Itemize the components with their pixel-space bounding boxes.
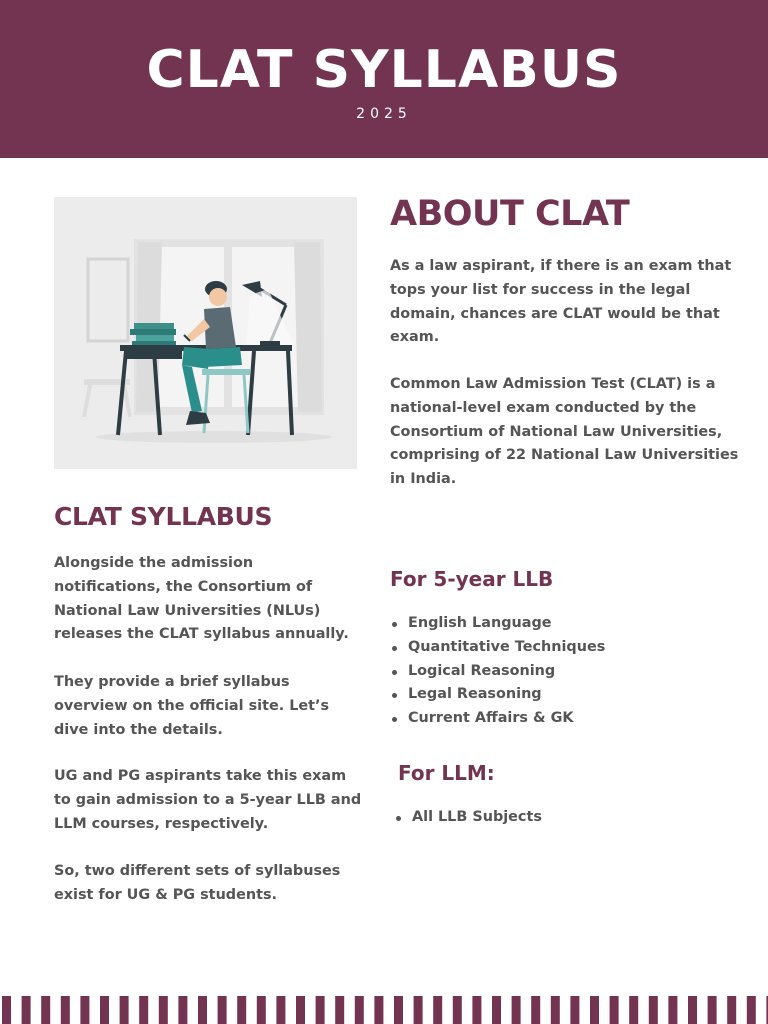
footer-stripe [178, 996, 187, 1024]
footer-stripe [668, 996, 677, 1024]
footer-stripe [276, 996, 285, 1024]
header-banner [0, 0, 768, 158]
footer-stripe [80, 996, 89, 1024]
footer-stripe [610, 996, 619, 1024]
syllabus-paragraph: They provide a brief syllabus overview on the official site. Let’s dive into the details. [54, 674, 330, 738]
footer-stripe [355, 996, 364, 1024]
footer-stripe [2, 996, 11, 1024]
list-item: Current Affairs & GK [390, 707, 605, 731]
page-year: 2025 [356, 106, 412, 122]
syllabus-paragraph: UG and PG aspirants take this exam to gain admission to a 5-year LLB and LLM courses, respectively. [54, 768, 362, 832]
person-studying-at-desk-illustration [54, 197, 357, 469]
footer-stripe [414, 996, 423, 1024]
footer-stripe [453, 996, 462, 1024]
footer-stripe [492, 996, 501, 1024]
footer-stripe [512, 996, 521, 1024]
footer-stripe [590, 996, 599, 1024]
footer-stripe [335, 996, 344, 1024]
llm-heading: For LLM: [398, 761, 495, 785]
about-paragraph: Common Law Admission Test (CLAT) is a national-level exam conducted by the Consortium of National Law Universities, comprising of 22 National Law Universities in India. [390, 376, 739, 488]
footer-stripe [257, 996, 266, 1024]
list-item: English Language [390, 612, 605, 636]
footer-stripe [708, 996, 717, 1024]
footer-stripe [22, 996, 31, 1024]
llm-subject-list [394, 806, 542, 830]
footer-stripe [394, 996, 403, 1024]
about-paragraph: As a law aspirant, if there is an exam that tops your list for success in the legal domain, chances are CLAT would be that exam. [390, 258, 732, 346]
page-title: CLAT SYLLABUS [146, 40, 622, 100]
footer-stripe [100, 996, 109, 1024]
list-item: Quantitative Techniques [390, 636, 605, 660]
footer-stripe [433, 996, 442, 1024]
footer-stripe [237, 996, 246, 1024]
footer-stripe [531, 996, 540, 1024]
footer-stripe [374, 996, 383, 1024]
footer-stripe [649, 996, 658, 1024]
footer-stripe [41, 996, 50, 1024]
footer-stripe [296, 996, 305, 1024]
syllabus-paragraph: So, two different sets of syllabuses exist for UG & PG students. [54, 863, 341, 903]
llb-subject-list [390, 612, 605, 731]
footer-stripe [218, 996, 227, 1024]
footer-stripe [139, 996, 148, 1024]
footer-stripe [198, 996, 207, 1024]
list-item: Logical Reasoning [390, 660, 605, 684]
footer-stripe [688, 996, 697, 1024]
footer-stripe [551, 996, 560, 1024]
llb-heading: For 5-year LLB [390, 567, 554, 591]
footer-stripe [120, 996, 129, 1024]
footer-stripe [727, 996, 736, 1024]
syllabus-heading: CLAT SYLLABUS [54, 502, 273, 531]
footer-stripe [316, 996, 325, 1024]
footer-stripe [570, 996, 579, 1024]
footer-stripe [747, 996, 756, 1024]
list-item: Legal Reasoning [390, 683, 605, 707]
about-heading: ABOUT CLAT [390, 194, 630, 234]
list-item: All LLB Subjects [394, 806, 542, 830]
striped-footer-border [0, 996, 768, 1024]
footer-stripe [472, 996, 481, 1024]
footer-stripe [629, 996, 638, 1024]
footer-stripe [159, 996, 168, 1024]
footer-stripe [61, 996, 70, 1024]
syllabus-paragraph: Alongside the admission notifications, the Consortium of National Law Universities (NLUs) releases the CLAT syllabus annually. [54, 555, 349, 643]
